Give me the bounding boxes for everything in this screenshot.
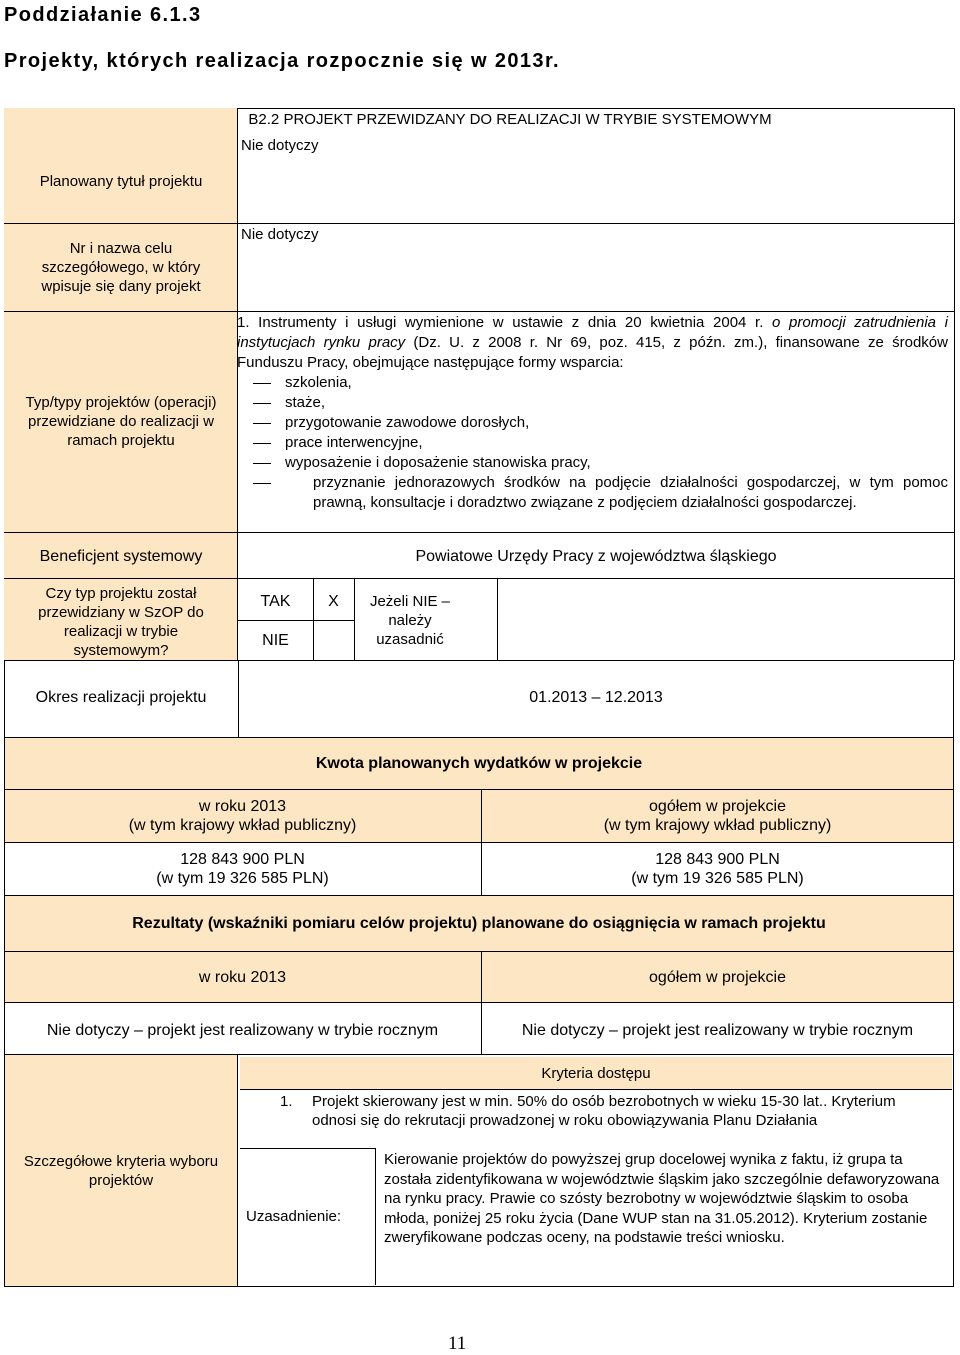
list-item: przyznanie jednorazowych środków na podjęcie działalności gospodarczej, w tym pomoc prawną, konsultacje i doradztwo związane z podjęciem działalności gospodarczej. [237, 473, 948, 513]
goal-label: Nr i nazwa celu szczegółowego, w który wpisuje się dany projekt [41, 240, 201, 295]
szop-label: Czy typ projektu został przewidziany w SzOP do realizacji w trybie systemowym? [38, 585, 204, 659]
beneficiary-label: Beneficjent systemowy [39, 548, 203, 565]
costs-col1-value-2: (w tym 19 326 585 PLN) [156, 870, 329, 887]
costs-col1-head [4, 797, 481, 835]
type-list [237, 373, 948, 513]
justification-divider-h [240, 1148, 375, 1149]
page-subtitle: Projekty, których realizacja rozpocznie się w 2013r. [4, 50, 560, 72]
divider [4, 223, 954, 224]
costs-col2-value-2: (w tym 19 326 585 PLN) [631, 870, 804, 887]
divider [4, 311, 954, 312]
justification-divider-v [375, 1148, 376, 1285]
section-title: B2.2 PROJEKT PRZEWIDZANY DO REALIZACJI W TRYBIE SYSTEMOWYM [248, 111, 772, 128]
costs-col2-value [481, 850, 954, 888]
title-label: Planowany tytuł projektu [39, 173, 203, 190]
costs-col1-value-1: 128 843 900 PLN [180, 851, 305, 868]
page-number: 11 [448, 1333, 467, 1354]
szop-tak: TAK [260, 593, 291, 610]
justification-text: Kierowanie projektów do powyższej grup docelowej wynika z faktu, iż grupa ta została zidentyfikowana w województwie śląskim jako szczególnie defaworyzowana na rynku pracy. Prawie co szósty bezrobotny w województwie śląskim to osoba młoda, poniżej 25 roku życia (Dane WUP stan na 31.05.2012). Kryterium zostanie zweryfikowane podczas oceny, na podstawie treści wniosku. [384, 1151, 940, 1246]
results-col1-head: w roku 2013 [198, 969, 287, 986]
szop-nie: NIE [262, 632, 289, 649]
section-header [238, 108, 954, 109]
type-description [237, 313, 948, 513]
szop-mark: X [328, 593, 339, 610]
type-label: Typ/typy projektów (operacji) przewidziane do realizacji w ramach projektu [25, 394, 217, 449]
table-border-right [954, 108, 955, 660]
costs-col2-head-1: ogółem w projekcie [649, 798, 786, 815]
list-item: prace interwencyjne, [237, 433, 948, 453]
costs-col1-value [4, 850, 481, 888]
criteria-label: Szczegółowe kryteria wyboru projektów [23, 1153, 219, 1189]
costs-col2-value-1: 128 843 900 PLN [655, 851, 780, 868]
criteria-heading: Kryteria dostępu [541, 1065, 651, 1082]
type-intro-1: 1. Instrumenty i usługi wymienione w ustawie z dnia 20 kwietnia 2004 r. [237, 314, 764, 331]
list-item: szkolenia, [237, 373, 948, 393]
results-col1-value: Nie dotyczy – projekt jest realizowany w trybie rocznym [46, 1022, 439, 1039]
list-item: wyposażenie i doposażenie stanowiska pracy, [237, 453, 948, 473]
costs-heading: Kwota planowanych wydatków w projekcie [315, 754, 643, 772]
period-label: Okres realizacji projektu [35, 689, 207, 706]
costs-col1-head-2: (w tym krajowy wkład publiczny) [128, 817, 357, 834]
szop-note: Jeżeli NIE – należy uzasadnić [369, 593, 451, 648]
criteria-item-text: Projekt skierowany jest w min. 50% do osób bezrobotnych w wieku 15-30 lat.. Kryterium odnosi się do rekrutacji prowadzonej w roku obowiązywania Planu Działania [312, 1093, 896, 1129]
period-value: 01.2013 – 12.2013 [529, 689, 663, 706]
costs-heading-row [4, 738, 954, 790]
goal-value: Nie dotyczy [241, 226, 319, 243]
divider [4, 532, 954, 533]
list-item: przygotowanie zawodowe dorosłych, [237, 413, 948, 433]
page-title: Poddziałanie 6.1.3 [4, 4, 202, 26]
criteria-item-number: 1. [280, 1093, 293, 1110]
justification-label: Uzasadnienie: [246, 1208, 342, 1225]
results-heading: Rezultaty (wskaźniki pomiaru celów projektu) planowane do osiągnięcia w ramach projektu [132, 914, 826, 932]
beneficiary-value: Powiatowe Urzędy Pracy z województwa śląskiego [415, 548, 777, 565]
results-heading-row [4, 896, 954, 952]
results-col2-value: Nie dotyczy – projekt jest realizowany w trybie rocznym [521, 1022, 914, 1039]
type-intro-act: o promocji zatrudnienia i instytucjach rynku pracy [237, 314, 948, 351]
results-col2-head: ogółem w projekcie [649, 969, 786, 986]
list-item: staże, [237, 393, 948, 413]
costs-col1-head-1: w roku 2013 [198, 798, 287, 815]
costs-col2-head-2: (w tym krajowy wkład publiczny) [603, 817, 832, 834]
title-value: Nie dotyczy [241, 137, 319, 154]
type-intro-2: (Dz. U. z 2008 r. Nr 69, poz. 415, z późn. zm.), finansowane ze środków Funduszu Pracy, obejmujące następujące formy wsparcia: [237, 334, 948, 371]
costs-col2-head [481, 797, 954, 835]
